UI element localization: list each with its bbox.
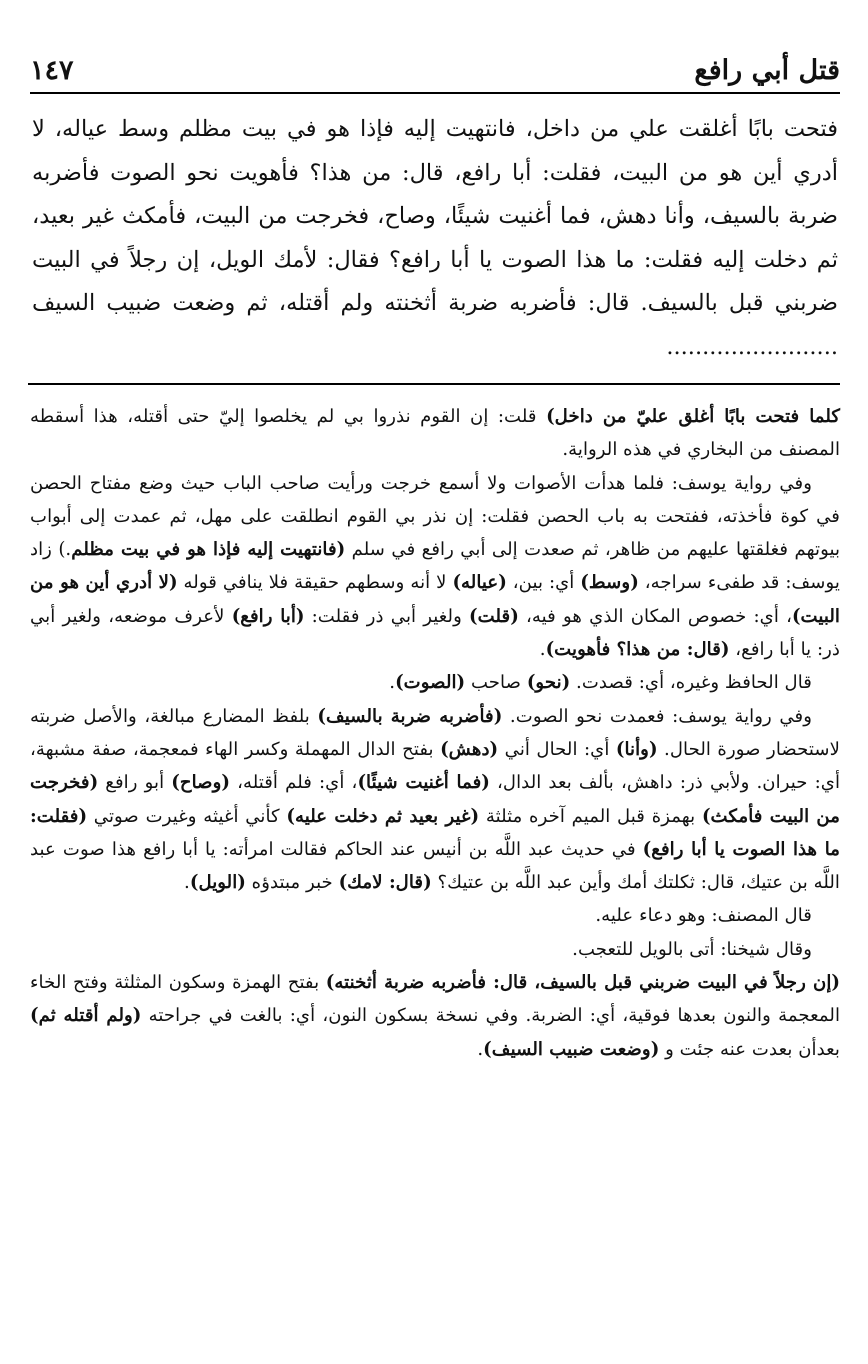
commentary-paragraph: [30, 700, 840, 900]
commentary-paragraph: [30, 899, 840, 932]
commentary-text: أي: الحال أني: [498, 738, 616, 760]
commentary-text: قلت: إن القوم نذروا بي لم يخلصوا إليّ حتى أقتله، هذا أسقطه المصنف من البخاري في هذه الرواية.: [30, 406, 840, 461]
quoted-phrase: (وسط): [580, 572, 639, 594]
quoted-phrase: (فخرجت من البيت فأمكث): [30, 772, 840, 827]
commentary-text: لا أنه وسطهم حقيقة فلا ينافي قوله: [177, 572, 453, 594]
quoted-phrase: (لا أدري أين هو من البيت): [30, 572, 840, 627]
commentary-paragraph: [30, 666, 840, 699]
quoted-phrase: (أبا رافع): [231, 605, 305, 627]
commentary-text: بلفظ المضارع مبالغة، والأصل ضربته لاستحضار صورة الحال.: [30, 705, 840, 760]
commentary-text: وفي رواية يوسف: فعمدت نحو الصوت.: [502, 705, 812, 727]
quoted-phrase: (فأضربه ضربة بالسيف): [317, 705, 503, 727]
commentary-text: في حديث عبد اللَّه بن أنيس عند الحاكم فقالت امرأته: يا أبا رافع هذا صوت عبد اللَّه بن عتيك، قال: ثكلتك أمك وأين عبد اللَّه بن عتيك؟: [30, 838, 840, 894]
commentary-text: كأني أغيثه وغيرت صوتي: [87, 805, 287, 827]
running-title: قتل أبي رافع: [694, 55, 840, 86]
commentary-text: أي: بين،: [506, 572, 581, 594]
commentary-text: ولغير أبي ذر فقلت:: [304, 605, 470, 627]
commentary-text: بهمزة قبل الميم آخره مثلثة: [479, 805, 702, 827]
commentary-text: .: [389, 672, 396, 694]
commentary-text: صاحب: [465, 672, 527, 694]
commentary-text: أبو رافع: [98, 772, 172, 794]
commentary-text: ، أي: خصوص المكان الذي هو فيه،: [518, 605, 792, 627]
commentary-text: ، أي: فلم أقتله،: [229, 772, 358, 794]
commentary-text: قال المصنف: وهو دعاء عليه.: [595, 905, 812, 927]
quoted-phrase: (وأنا): [615, 738, 658, 760]
main-text: فتحت بابًا أغلقت علي من داخل، فانتهيت إليه فإذا هو في بيت مظلم وسط عياله، لا أدري أين هو من البيت، فقلت: أبا رافع، قال: من هذا؟ فأهويت نحو الصوت فأضربه ضربة بالسيف، وأنا دهش، فما أغنيت شيئًا، وصاح، فخرجت من البيت، فأمكث غير بعيد، ثم دخلت إليه فقلت: ما هذا الصوت يا أبا رافع؟ فقال: لأمك الويل، إن رجلاً في البيت ضربني قبل بالسيف. قال: فأضربه ضربة أثخنته ولم أقتله، ثم وضعت ضبيب السيف ........................: [32, 116, 838, 360]
commentary-block: [30, 400, 840, 1066]
quoted-phrase: (فقلت: ما هذا الصوت يا أبا رافع): [30, 805, 840, 860]
commentary-text: بعدأن بعدت عنه جئت و: [659, 1038, 840, 1060]
quoted-phrase: (الصوت): [395, 672, 466, 694]
page-header: [30, 46, 840, 94]
commentary-text: لأعرف موضعه، ولغير أبي ذر: يا أبا رافع،: [30, 605, 840, 661]
quoted-phrase: (الويل): [189, 872, 246, 894]
commentary-text: .) زاد يوسف: قد طفىء سراجه،: [30, 539, 840, 594]
main-text-block: [32, 108, 838, 369]
commentary-text: وفي رواية يوسف: فلما هدأت الأصوات ولا أسمع خرجت ورأيت صاحب الباب حيث وضع مفتاح الحصن في كوة فأخذته، ففتحت به باب الحصن فقلت: إن نذر بي القوم انطلقت على مهل، ثم عمدت إلى أبواب بيوتهم فغلقتها عليهم من ظاهر، ثم صعدت إلى أبي رافع في سلم: [30, 472, 841, 561]
commentary-text: قال الحافظ وغيره، أي: قصدت.: [570, 672, 812, 694]
footnote-divider: [28, 383, 840, 385]
quoted-phrase: (وصاح): [171, 772, 230, 794]
page-number: ١٤٧: [30, 55, 74, 86]
commentary-text: وقال شيخنا: أتى بالويل للتعجب.: [572, 938, 812, 960]
quoted-phrase: (فما أغنيت شيئًا): [357, 772, 490, 794]
quoted-phrase: (قلت): [469, 605, 519, 627]
quoted-phrase: (إن رجلاً في البيت ضربني قبل بالسيف، قال: فأضربه ضربة أثخنته): [325, 972, 840, 994]
commentary-paragraph: [30, 933, 840, 966]
quoted-phrase: (ولم أقتله ثم): [30, 1005, 142, 1027]
commentary-text: .: [539, 639, 546, 661]
commentary-paragraph: [30, 467, 840, 667]
quoted-phrase: (نحو): [526, 672, 571, 694]
commentary-text: خبر مبتدؤه: [245, 872, 339, 894]
commentary-text: بفتح الدال المهملة وكسر الهاء فمعجمة، صفة مشبهة، أي: حيران. ولأبي ذر: داهش، بألف بعد الدال،: [30, 738, 840, 794]
quoted-phrase: (عياله): [452, 572, 507, 594]
commentary-paragraph: [30, 400, 840, 467]
commentary-text: .: [184, 872, 190, 894]
commentary-paragraph: [30, 966, 840, 1066]
quoted-phrase: (قال: من هذا؟ فأهويت): [545, 639, 730, 661]
quoted-phrase: (دهش): [440, 738, 499, 760]
quoted-phrase: كلما فتحت بابًا أغلق عليّ من داخل): [546, 406, 840, 427]
commentary-text: .: [477, 1038, 484, 1060]
quoted-phrase: (غير بعيد ثم دخلت عليه): [286, 805, 480, 827]
quoted-phrase: (وضعت ضبيب السيف): [483, 1038, 660, 1060]
commentary-text: بفتح الهمزة وسكون المثلثة وفتح الخاء المعجمة والنون بعدها فوقية، أي: الضربة. وفي نسخة بسكون النون، أي: بالغت في جراحته: [30, 972, 841, 1027]
quoted-phrase: (فانتهيت إليه فإذا هو في بيت مظلم: [71, 539, 346, 561]
quoted-phrase: (قال: لامك): [338, 872, 432, 894]
